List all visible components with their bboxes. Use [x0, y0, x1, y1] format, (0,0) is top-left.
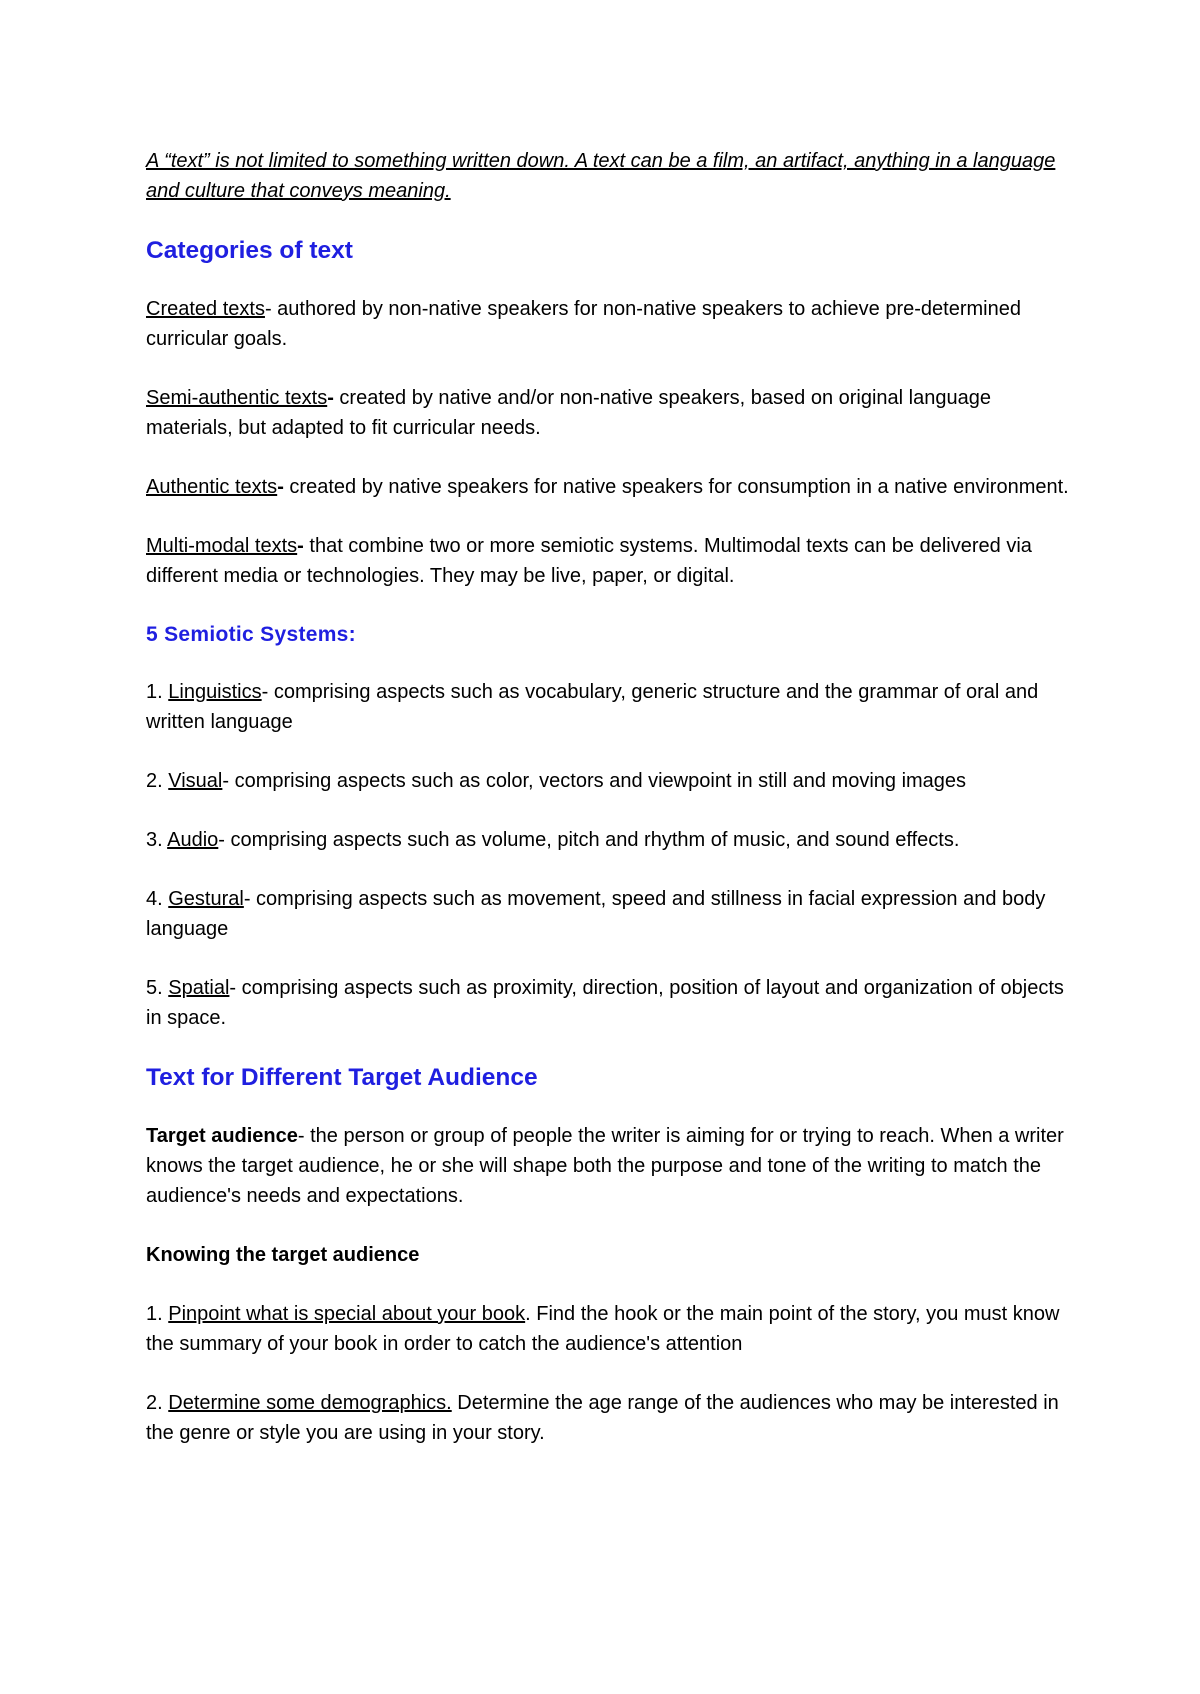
semiotic-desc: - comprising aspects such as proximity, direction, position of layout and organization of objects in space. [146, 977, 1064, 1029]
semiotic-term: Spatial [168, 977, 230, 999]
category-desc: created by native speakers for native speakers for consumption in a native environment. [283, 476, 1069, 498]
intro-paragraph: A “text” is not limited to something written down. A text can be a film, an artifact, anything in a language and culture that conveys meaning. [146, 150, 1056, 202]
category-term: Semi-authentic texts [146, 387, 328, 409]
audience-desc: . Find the hook or the main point of the story, you must know the summary of your book in order to catch the audience's attention [146, 1303, 1060, 1355]
semiotic-desc: - comprising aspects such as color, vectors and viewpoint in still and moving images [222, 770, 967, 792]
semiotic-desc: - comprising aspects such as movement, speed and stillness in facial expression and body language [146, 888, 1046, 940]
document-page [146, 146, 1076, 1477]
semiotic-term: Audio [167, 829, 219, 851]
category-term: Created texts [146, 298, 265, 320]
category-multi-modal [146, 531, 1076, 591]
category-sep: - [264, 298, 272, 320]
semiotic-heading: 5 Semiotic Systems: [146, 623, 356, 646]
semiotic-term: Gestural [168, 888, 244, 910]
categories-heading: Categories of text [146, 237, 353, 264]
semiotic-term: Visual [168, 770, 223, 792]
audience-item-demographics [146, 1388, 1076, 1448]
semiotic-item-spatial [146, 973, 1076, 1033]
target-audience-definition [146, 1121, 1076, 1211]
semiotic-item-gestural [146, 884, 1076, 944]
category-sep: - [277, 476, 284, 498]
category-desc: created by native and/or non-native speakers, based on original language materials, but adapted to fit curricular needs. [146, 387, 991, 439]
audience-term: Pinpoint what is special about your book [168, 1303, 526, 1325]
category-term: Multi-modal texts [146, 535, 298, 557]
item-number: 2. [146, 1392, 169, 1414]
semiotic-desc: - comprising aspects such as vocabulary, generic structure and the grammar of oral and written language [146, 681, 1039, 733]
semiotic-desc: - comprising aspects such as volume, pitch and rhythm of music, and sound effects. [218, 829, 960, 851]
item-number: 4. [146, 888, 169, 910]
category-created [146, 294, 1076, 354]
item-number: 3. [146, 829, 168, 851]
audience-desc: Determine the age range of the audiences who may be interested in the genre or style you are using in your story. [146, 1392, 1059, 1444]
category-desc: authored by non-native speakers for non-native speakers to achieve pre-determined curricular goals. [146, 298, 1021, 350]
audience-item-pinpoint [146, 1299, 1076, 1359]
audience-term: Determine some demographics. [168, 1392, 452, 1414]
semiotic-item-linguistics [146, 677, 1076, 737]
item-number: 1. [146, 1303, 169, 1325]
category-desc: that combine two or more semiotic systems. Multimodal texts can be delivered via different media or technologies. They may be live, paper, or digital. [146, 535, 1032, 587]
semiotic-term: Linguistics [168, 681, 262, 703]
item-number: 5. [146, 977, 169, 999]
knowing-audience-subheading: Knowing the target audience [146, 1244, 420, 1266]
definition-term: Target audience [146, 1125, 298, 1147]
category-sep: - [327, 387, 334, 409]
item-number: 1. [146, 681, 169, 703]
audience-heading: Text for Different Target Audience [146, 1064, 538, 1091]
item-number: 2. [146, 770, 169, 792]
definition-desc: - the person or group of people the writer is aiming for or trying to reach. When a writer knows the target audience, he or she will shape both the purpose and tone of the writing to match the audience's needs and expectations. [146, 1125, 1064, 1207]
category-semi-authentic [146, 383, 1076, 443]
category-term: Authentic texts [146, 476, 278, 498]
semiotic-item-audio [146, 825, 1076, 855]
semiotic-item-visual [146, 766, 1076, 796]
category-authentic [146, 472, 1076, 502]
category-sep: - [297, 535, 304, 557]
